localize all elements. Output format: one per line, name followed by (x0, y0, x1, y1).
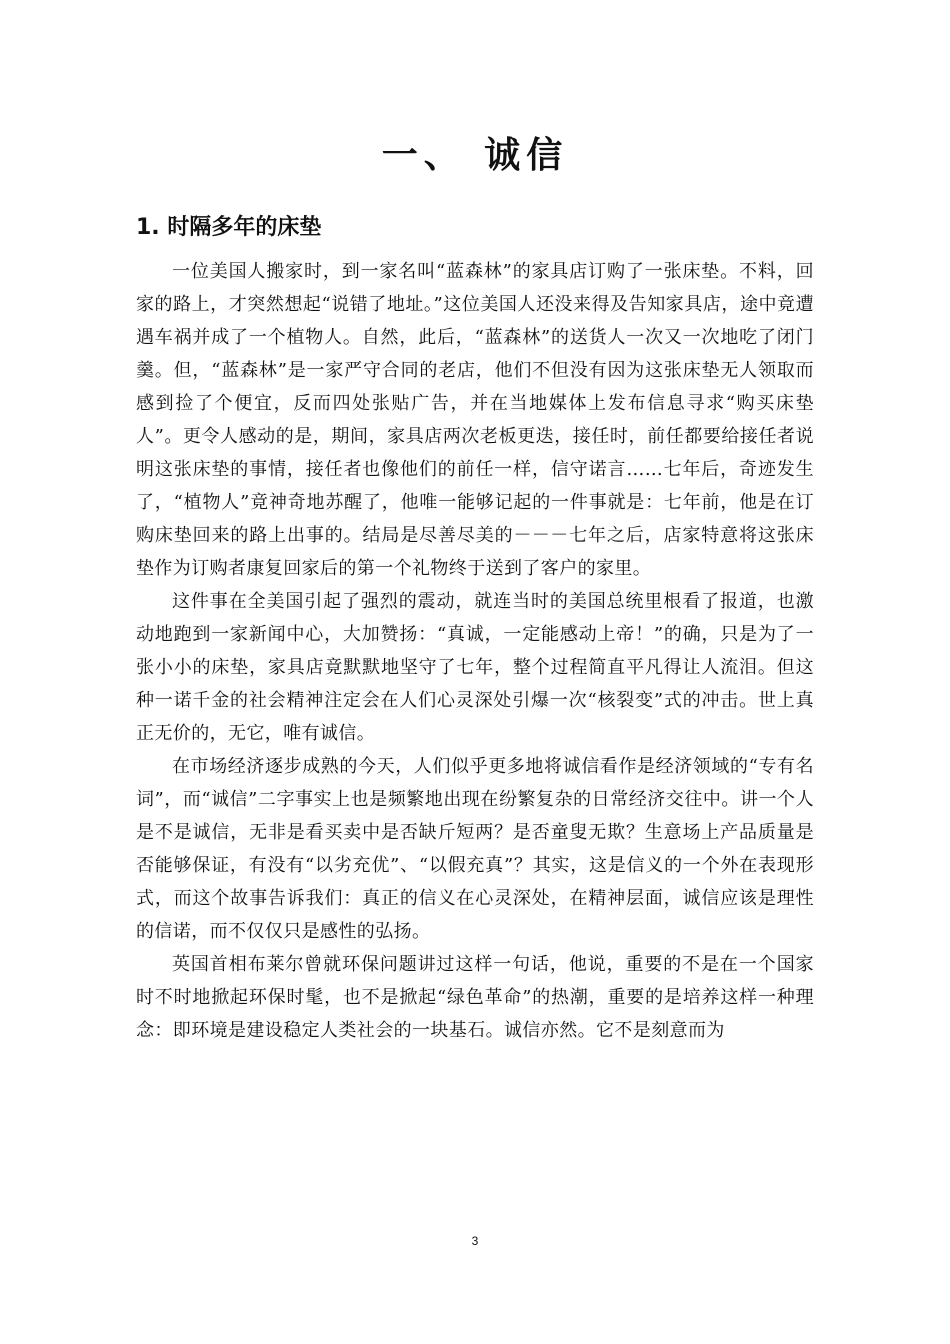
body-text (136, 255, 814, 1047)
paragraph: 这件事在全美国引起了强烈的震动，就连当时的美国总统里根看了报道，也激动地跑到一家新闻中心，大加赞扬：“真诚，一定能感动上帝！”的确，只是为了一张小小的床垫，家具店竟默默地坚守了七年，整个过程简直平凡得让人流泪。但这种一诺千金的社会精神注定会在人们心灵深处引爆一次“核裂变”式的冲击。世上真正无价的，无它，唯有诚信。 (136, 591, 814, 744)
page-number: 3 (471, 1234, 479, 1248)
section-heading: 1. 时隔多年的床垫 (136, 215, 322, 240)
paragraph: 在市场经济逐步成熟的今天，人们似乎更多地将诚信看作是经济领域的“专有名词”，而“诚信”二字事实上也是频繁地出现在纷繁复杂的日常经济交往中。讲一个人是不是诚信，无非是看买卖中是否缺斤短两？是否童叟无欺？生意场上产品质量是否能够保证，有没有“以劣充优”、“以假充真”？其实，这是信义的一个外在表现形式，而这个故事告诉我们：真正的信义在心灵深处，在精神层面，诚信应该是理性的信诺，而不仅仅只是感性的弘扬。 (136, 756, 814, 942)
paragraph: 英国首相布莱尔曾就环保问题讲过这样一句话，他说，重要的不是在一个国家时不时地掀起环保时髦，也不是掀起“绿色革命”的热潮，重要的是培养这样一种理念：即环境是建设稳定人类社会的一块基石。诚信亦然。它不是刻意而为 (136, 954, 814, 1041)
paragraph: 一位美国人搬家时，到一家名叫“蓝森林”的家具店订购了一张床垫。不料，回家的路上，才突然想起“说错了地址。”这位美国人还没来得及告知家具店，途中竟遭遇车祸并成了一个植物人。自然，此后，“蓝森林”的送货人一次又一次地吃了闭门羹。但，“蓝森林”是一家严守合同的老店，他们不但没有因为这张床垫无人领取而感到捡了个便宜，反而四处张贴广告，并在当地媒体上发布信息寻求“购买床垫人”。更令人感动的是，期间，家具店两次老板更迭，接任时，前任都要给接任者说明这张床垫的事情，接任者也像他们的前任一样，信守诺言……七年后，奇迹发生了，“植物人”竟神奇地苏醒了，他唯一能够记起的一件事就是：七年前，他是在订购床垫回来的路上出事的。结局是尽善尽美的－－－七年之后，店家特意将这张床垫作为订购者康复回家后的第一个礼物终于送到了客户的家里。 (136, 261, 814, 579)
chapter-title: 一、 诚信 (381, 135, 569, 176)
